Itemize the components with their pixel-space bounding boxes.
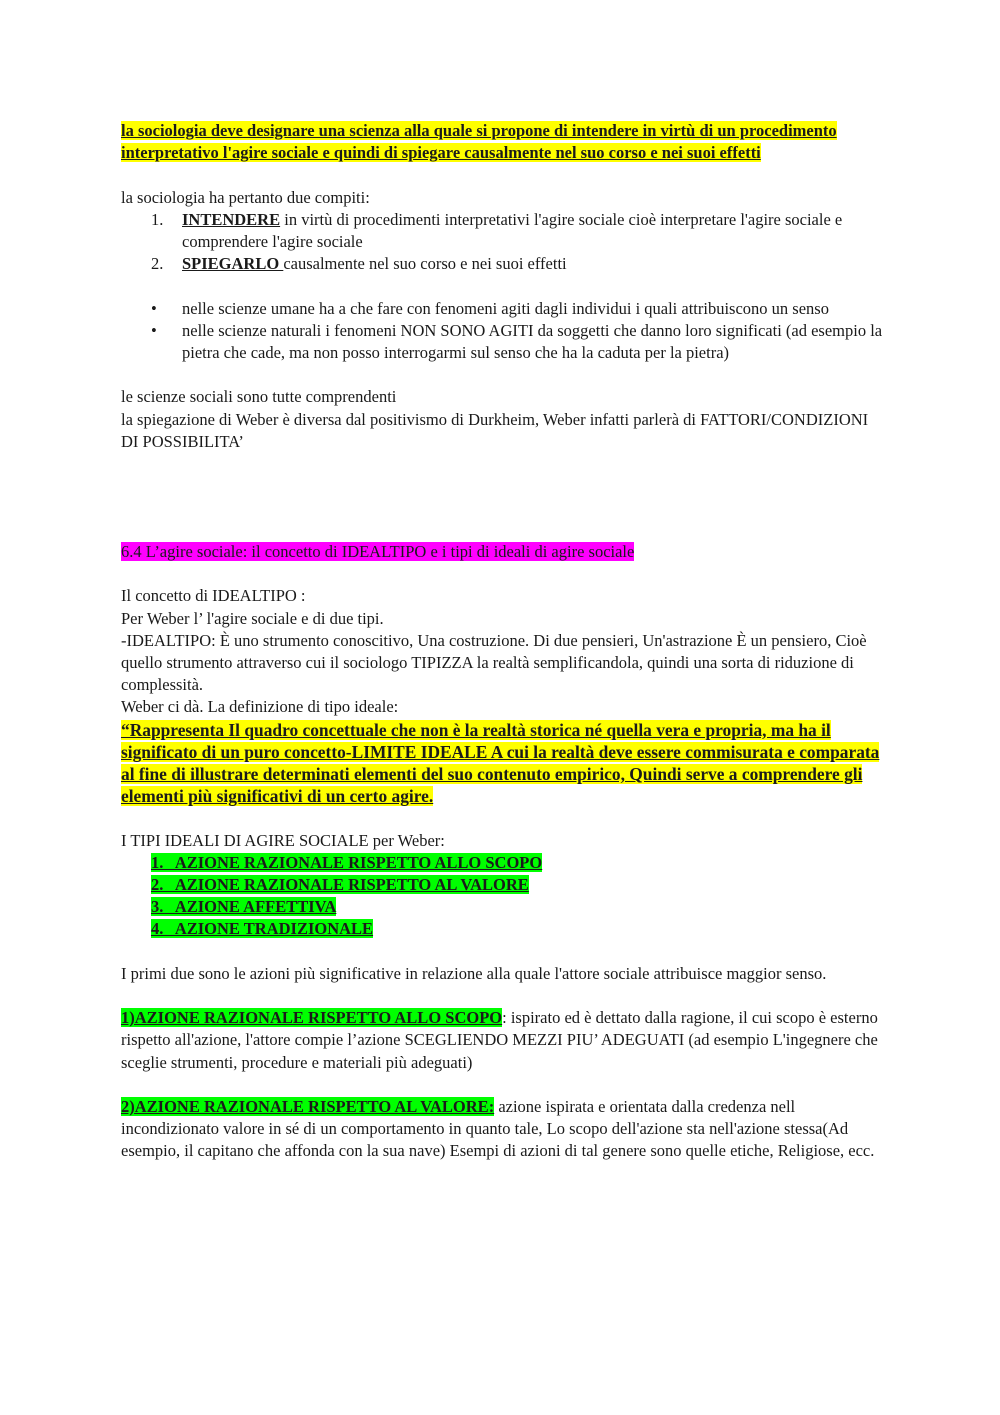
scopo-label: 1)AZIONE RAZIONALE RISPETTO ALLO SCOPO [121,1008,503,1028]
valore-paragraph [121,1096,886,1163]
ideal-type-label: 3. AZIONE AFFETTIVA [151,897,337,917]
definition-quote [121,719,886,808]
spacer [121,985,886,1007]
list-item [121,852,886,874]
idealtipo-line: Il concetto di IDEALTIPO : [121,586,306,606]
ideal-types-list [121,852,886,941]
valore-label: 2)AZIONE RAZIONALE RISPETTO AL VALORE: [121,1097,495,1116]
valore-text: azione ispirata e orientata dalla credenza nell incondizionato valore in sé di un comportamento in quanto tale, Lo scopo dell'azione sta nell'azione stessa(Ad esempio, il capitano che affonda con la sua nave) Esempi di azioni di tal genere sono quelle etiche, Religiose, ecc. [121,1097,875,1161]
task-keyword: INTENDERE [182,209,281,229]
spacer [121,164,886,186]
intro-definition [121,120,886,164]
spacer [121,563,886,585]
bullet-icon: • [151,320,157,340]
bullet-icon: • [151,298,157,318]
spacer [121,453,886,541]
ideal-type-label: 1. AZIONE RAZIONALE RISPETTO ALLO SCOPO [151,852,543,872]
ideal-type-label: 4. AZIONE TRADIZIONALE [151,919,374,939]
scopo-paragraph [121,1007,886,1074]
list-item [121,209,886,253]
bullet-text: nelle scienze umane ha a che fare con fenomeni agiti dagli individui i quali attribuiscono un senso [182,298,829,318]
list-item [121,320,886,364]
list-number: 2. [151,254,164,274]
paragraph-weber: la spiegazione di Weber è diversa dal positivismo di Durkheim, Weber infatti parlerà di FATTORI/CONDIZIONI DI POSSIBILITA’ [121,409,869,451]
idealtipo-line: -IDEALTIPO: È uno strumento conoscitivo, Una costruzione. Di due pensieri, Un'astrazione È un pensiero, Cioè quello strumento attraverso cui il sociologo TIPIZZA la realtà semplificandola, quindi una sorta di riduzione di complessità. [121,630,867,695]
bullet-text: nelle scienze naturali i fenomeni NON SONO AGITI da soggetti che danno loro significati (ad esempio la pietra che cade, ma non posso interrogarmi sul senso che ha la caduta per la pietra) [182,320,883,362]
ideal-type-label: 2. AZIONE RAZIONALE RISPETTO AL VALORE [151,875,529,895]
types-intro: I TIPI IDEALI DI AGIRE SOCIALE per Weber: [121,830,445,850]
spacer [121,941,886,963]
science-bullets [121,298,886,365]
list-item [121,918,886,940]
scopo-text: : ispirato ed è dettato dalla ragione, il cui scopo è esterno rispetto all'azione, l'attore compie l’azione SCEGLIENDO MEZZI PIU’ ADEGUATI (ad esempio L'ingegnere che sceglie strumenti, procedure e materiali più adeguati) [121,1008,878,1072]
spacer [121,1074,886,1096]
task-keyword: SPIEGARLO [182,254,284,274]
section-heading [121,541,886,563]
spacer [121,364,886,386]
section-heading-text: 6.4 L’agire sociale: il concetto di IDEALTIPO e i tipi di ideali di agire sociale [121,542,635,561]
types-note: I primi due sono le azioni più significative in relazione alla quale l'attore sociale attribuisce maggior senso. [121,963,827,983]
list-item [121,298,886,320]
task-text: in virtù di procedimenti interpretativi l'agire sociale cioè interpretare l'agire sociale e comprendere l'agire sociale [182,209,843,251]
paragraph-comprendenti: le scienze sociali sono tutte comprendenti [121,387,397,407]
tasks-list [121,209,886,276]
list-item [121,253,886,275]
spacer [121,275,886,297]
spacer [121,807,886,829]
idealtipo-line: Per Weber l’ l'agire sociale e di due tipi. [121,608,384,628]
intro-highlight: la sociologia deve designare una scienza alla quale si propone di intendere in virtù di un procedimento interpretativo l'agire sociale e quindi di spiegare causalmente nel suo corso e nei suoi effetti [121,121,837,163]
list-number: 1. [151,209,164,229]
document-page [121,120,886,1163]
task-text: causalmente nel suo corso e nei suoi effetti [283,254,567,274]
list-item [121,874,886,896]
tasks-intro: la sociologia ha pertanto due compiti: [121,187,370,207]
idealtipo-line: Weber ci dà. La definizione di tipo ideale: [121,697,399,717]
list-item [121,896,886,918]
definition-quote-text: “Rappresenta Il quadro concettuale che non è la realtà storica né quella vera e propria, ma ha il significato di un puro concetto-LIMITE IDEALE A cui la realtà deve essere commisurata e comparata al fine di illustrare determinati elementi del suo contenuto empirico, Quindi serve a comprendere gli elementi più significativi di un certo agire. [121,719,880,807]
